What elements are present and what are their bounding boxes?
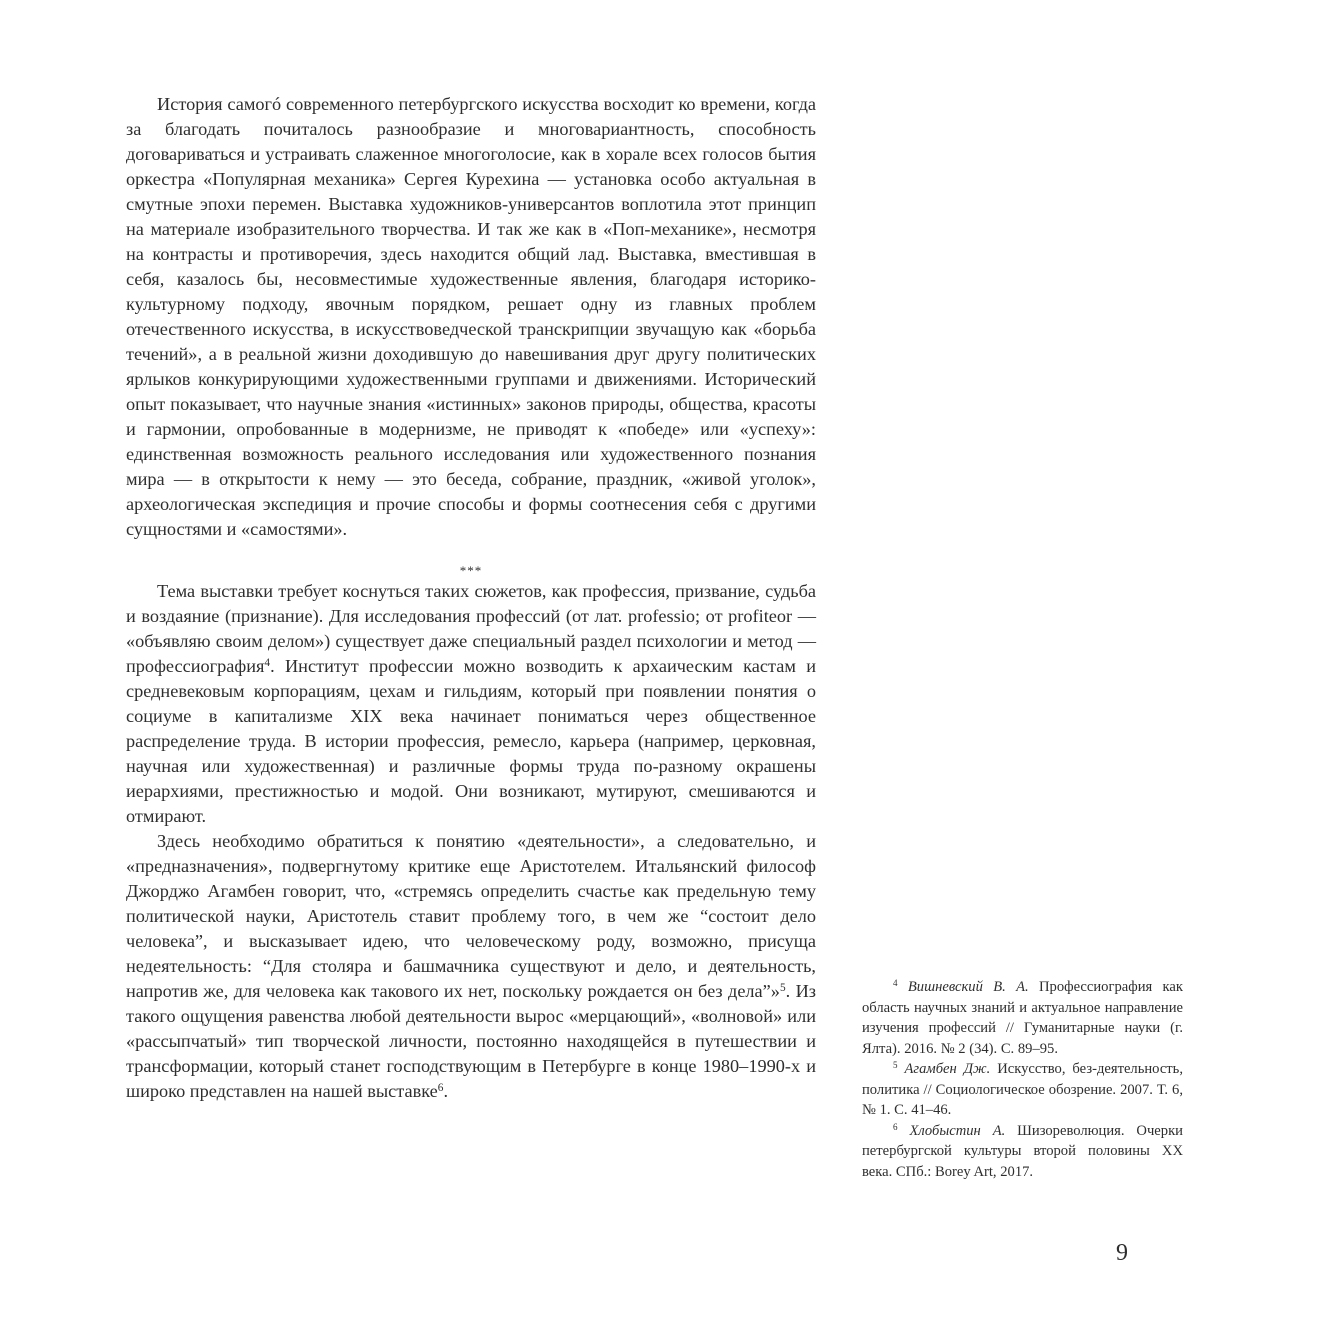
footnote-5 (862, 1059, 1183, 1121)
footnote-author: Хлобыстин А. (909, 1122, 1006, 1139)
footnote-text: Профессиография как область научных знаний и актуальное направление изучения профессий // Гуманитарные науки (г. Ялта). 2016. № 2 (34). С. 89–95. (862, 979, 1183, 1057)
paragraph-3-middle: . Из такого ощущения равенства любой деятельности вырос «мерцающий», «волновой» или «рассыпчатый» тип творческой личности, постоянно находящейся в путешествии и трансформации, который станет господствующим в Петербурге в конце 1980–1990-х и широко представлен на нашей выставке (126, 981, 816, 1101)
footnote-author: Вишневский В. А. (907, 979, 1029, 995)
footnote-ref-5[interactable]: 5 (779, 981, 786, 994)
paragraph-2-text: Тема выставки требует коснуться таких сюжетов, как профессия, призвание, судьба и воздаяние (признание). Для исследования профессий (от лат. professio; от profiteor — «объявляю своим делом») существует даже специальный раздел психологии и метод — профессиография (126, 581, 816, 676)
paragraph-3-text: Здесь необходимо обратиться к понятию «деятельности», а следовательно, и «предназначения», подвергнутому критике еще Аристотелем. Итальянский философ Джорджо Агамбен говорит, что, «стремясь определить счастье как предельную тему политической науки, Аристотель ставит проблему того, в чем же “состоит дело человека”, и высказывает идею, что человеческому роду, возможно, присуща недеятельность: “Для столяра и башмачника существуют и дело, и деятельность, напротив же, для человека как такового их нет, поскольку рождается он без дела”» (126, 831, 816, 1001)
paragraph-2-tail: . Институт профессии можно возводить к архаическим кастам и средневековым корпорациям, цехам и гильдиям, который при появлении понятия о социуме в капитализме XIX века начинает пониматься через общественное распределение труда. В истории профессия, ремесло, карьера (например, церковная, научная или художественная) и различные формы труда по-разному окрашены иерархиями, престижностью и модой. Они возникают, мутируют, смешиваются и отмирают. (126, 656, 816, 826)
footnote-ref-4[interactable]: 4 (264, 656, 271, 669)
page-number: 9 (1116, 1240, 1128, 1266)
footnote-6 (862, 1121, 1183, 1183)
main-text-column (126, 92, 816, 1104)
paragraph-1 (126, 92, 816, 542)
footnote-number: 5 (893, 1060, 898, 1071)
footnote-author: Агамбен Дж. (904, 1061, 991, 1077)
footnote-ref-6[interactable]: 6 (437, 1081, 444, 1094)
footnote-text: Искусство, без-деятельность, политика // Социологическое обозрение. 2007. Т. 6, № 1. С. 41–46. (862, 1061, 1183, 1118)
footnote-number: 4 (893, 978, 898, 989)
paragraph-3 (126, 829, 816, 1104)
footnote-4 (862, 977, 1183, 1059)
section-separator: *** (459, 563, 483, 578)
footnotes (862, 977, 1183, 1182)
paragraph-3-end: . (443, 1081, 449, 1101)
footnote-number: 6 (893, 1121, 898, 1132)
footnote-text: Шизореволюция. Очерки петербургской культуры второй половины XX века. СПб.: Borey Art, 2017. (862, 1122, 1183, 1180)
paragraph-2 (126, 579, 816, 829)
paragraph-1-text: История самогó современного петербургского искусства восходит ко времени, когда за благодать почиталось разнообразие и многовариантность, способность договариваться и устраивать слаженное многоголосие, как в хорале всех голосов бытия оркестра «Популярная механика» Сергея Курехина — установка особо актуальная в смутные эпохи перемен. Выставка художников-универсантов воплотила этот принцип на материале изобразительного творчества. И так же как в «Поп-механике», несмотря на контрасты и противоречия, здесь находится общий лад. Выставка, вместившая в себя, казалось бы, несовместимые художественные явления, благодаря историко-культурному подходу, явочным порядком, решает одну из главных проблем отечественного искусства, в искусствоведческой транскрипции звучащую как «борьба течений», а в реальной жизни доходившую до навешивания друг другу политических ярлыков конкурирующими художественными группами и движениями. Исторический опыт показывает, что научные знания «истинных» законов природы, общества, красоты и гармонии, опробованные в модернизме, не приводят к «победе» или «успеху»: единственная возможность реального исследования или художественного познания мира — в открытости к нему — это беседа, собрание, праздник, «живой уголок», археологическая экспедиция и прочие способы и формы соотнесения себя с другими сущностями и «самостями». (126, 94, 816, 539)
